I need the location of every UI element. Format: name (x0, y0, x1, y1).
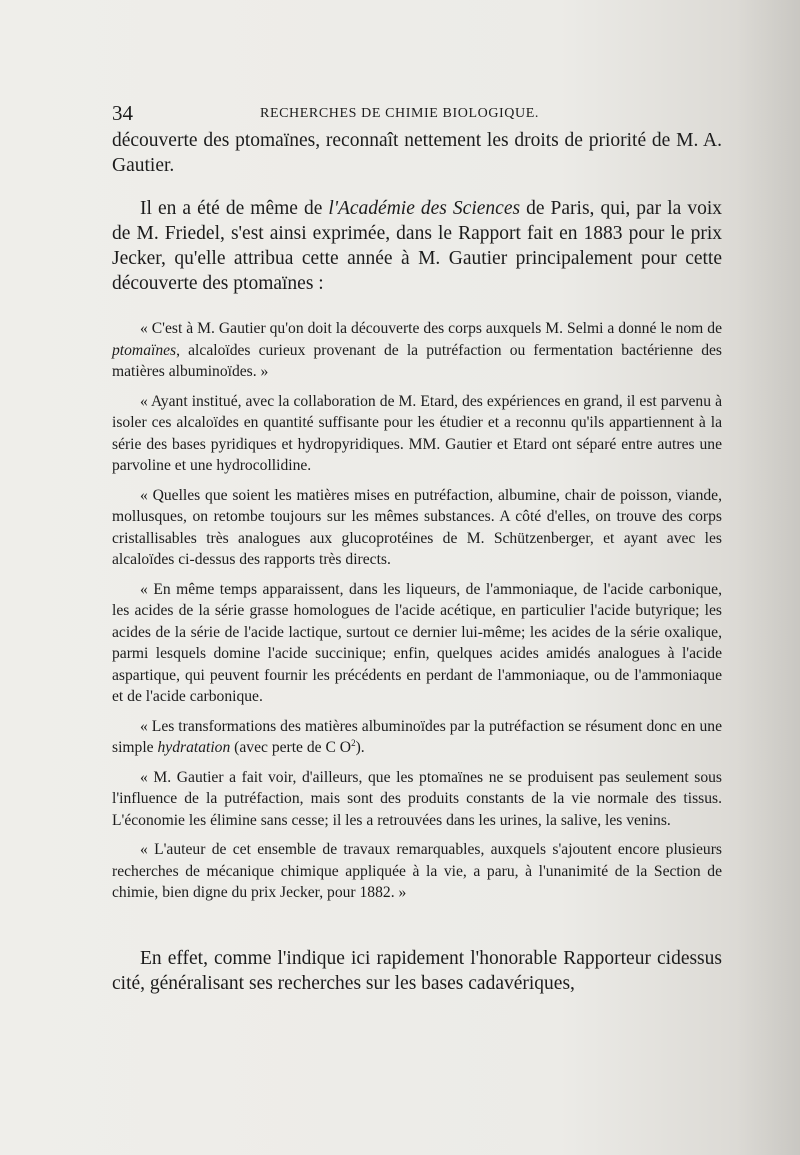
quote-5-middle: (avec perte de C O (230, 739, 352, 756)
quote-paragraph-2: « Ayant institué, avec la collaboration de M. Etard, des expériences en grand, il est parvenu à isoler ces alcaloïdes en quantité suffisante pour les étudier et a reconnu qu'ils appartiennent à la série des bases pyridiques et hydropyridiques. MM. Gautier et Etard ont séparé entre autres une parvoline et une hydrocollidine. (112, 392, 722, 474)
quote-paragraph-3: « Quelles que soient les matières mises en putréfaction, albumine, chair de poisson, viande, mollusques, on retombe toujours sur les mêmes substances. A côté d'elles, on trouve des corps cristallisables très analogues aux glucoprotéines de M. Schützenberger, et ayant avec les alcaloïdes ci-dessus des rapports très directs. (112, 486, 722, 568)
paragraph-academy (112, 196, 722, 296)
paragraph-academy-end: de Paris, qui, par la voix de M. Friedel, s'est ainsi exprimée, dans le Rapport fait en 1883 pour le prix Jecker, qu'elle attribua cette année à M. Gautier principalement pour cette découverte des ptomaïnes : (112, 198, 722, 294)
paragraph-continued: découverte des ptomaïnes, reconnaît nettement les droits de priorité de M. A. Gautier. (112, 130, 722, 176)
quote-5-end: ). (355, 739, 365, 756)
quote-1-italic: ptomaïnes (112, 341, 177, 359)
page-content (112, 128, 722, 996)
quote-5-superscript: 2 (351, 737, 356, 748)
quote-1-end: , alcaloïdes curieux provenant de la putréfaction ou fermentation bactérienne des matières albuminoïdes. » (112, 341, 722, 380)
page-number: 34 (112, 101, 133, 125)
paragraph-last: En effet, comme l'indique ici rapidement l'honorable Rapporteur cidessus cité, généralisant ses recherches sur les bases cadavériques, (112, 947, 722, 994)
quote-5-start: « Les transformations des matières albuminoïdes par la putréfaction se résument donc en une simple (112, 717, 722, 756)
running-head (112, 100, 724, 126)
quote-paragraph-1 (112, 318, 722, 383)
quote-paragraph-6: « M. Gautier a fait voir, d'ailleurs, que les ptomaïnes ne se produisent pas seulement sous l'influence de la putréfaction, mais sont des produits constants de la vie normale des tissus. L'économie les élimine sans cesse; il les a retrouvées dans les urines, la salive, les venins. (112, 768, 722, 829)
paragraph-academy-start: Il en a été de même de (140, 198, 329, 219)
quote-paragraph-4: « En même temps apparaissent, dans les liqueurs, de l'ammoniaque, de l'acide carbonique, les acides de la série grasse homologues de l'acide acétique, en particulier l'acide butyrique; les acides de la série de l'acide lactique, surtout ce dernier lui-même; les acides de la série oxalique, parmi lesquels domine l'acide succinique; enfin, quelques acides amidés analogues à l'acide aspartique, qui peuvent fournir les précédents en perdant de l'ammoniaque, ou de l'ammoniaque et de l'acide carbonique. (112, 580, 722, 705)
quote-paragraph-5 (112, 716, 722, 759)
running-title: RECHERCHES DE CHIMIE BIOLOGIQUE. (260, 106, 539, 121)
quote-5-italic: hydratation (157, 739, 231, 756)
quote-paragraph-7: « L'auteur de cet ensemble de travaux remarquables, auxquels s'ajoutent encore plusieurs recherches de mécanique chimique appliquée à la vie, a paru, à l'unanimité de la Section de chimie, bien digne du prix Jecker, pour 1882. » (112, 841, 722, 901)
quote-1-start: « C'est à M. Gautier qu'on doit la découverte des corps auxquels M. Selmi a donné le nom de (140, 320, 722, 337)
paragraph-academy-italic: l'Académie des Sciences (328, 198, 521, 219)
